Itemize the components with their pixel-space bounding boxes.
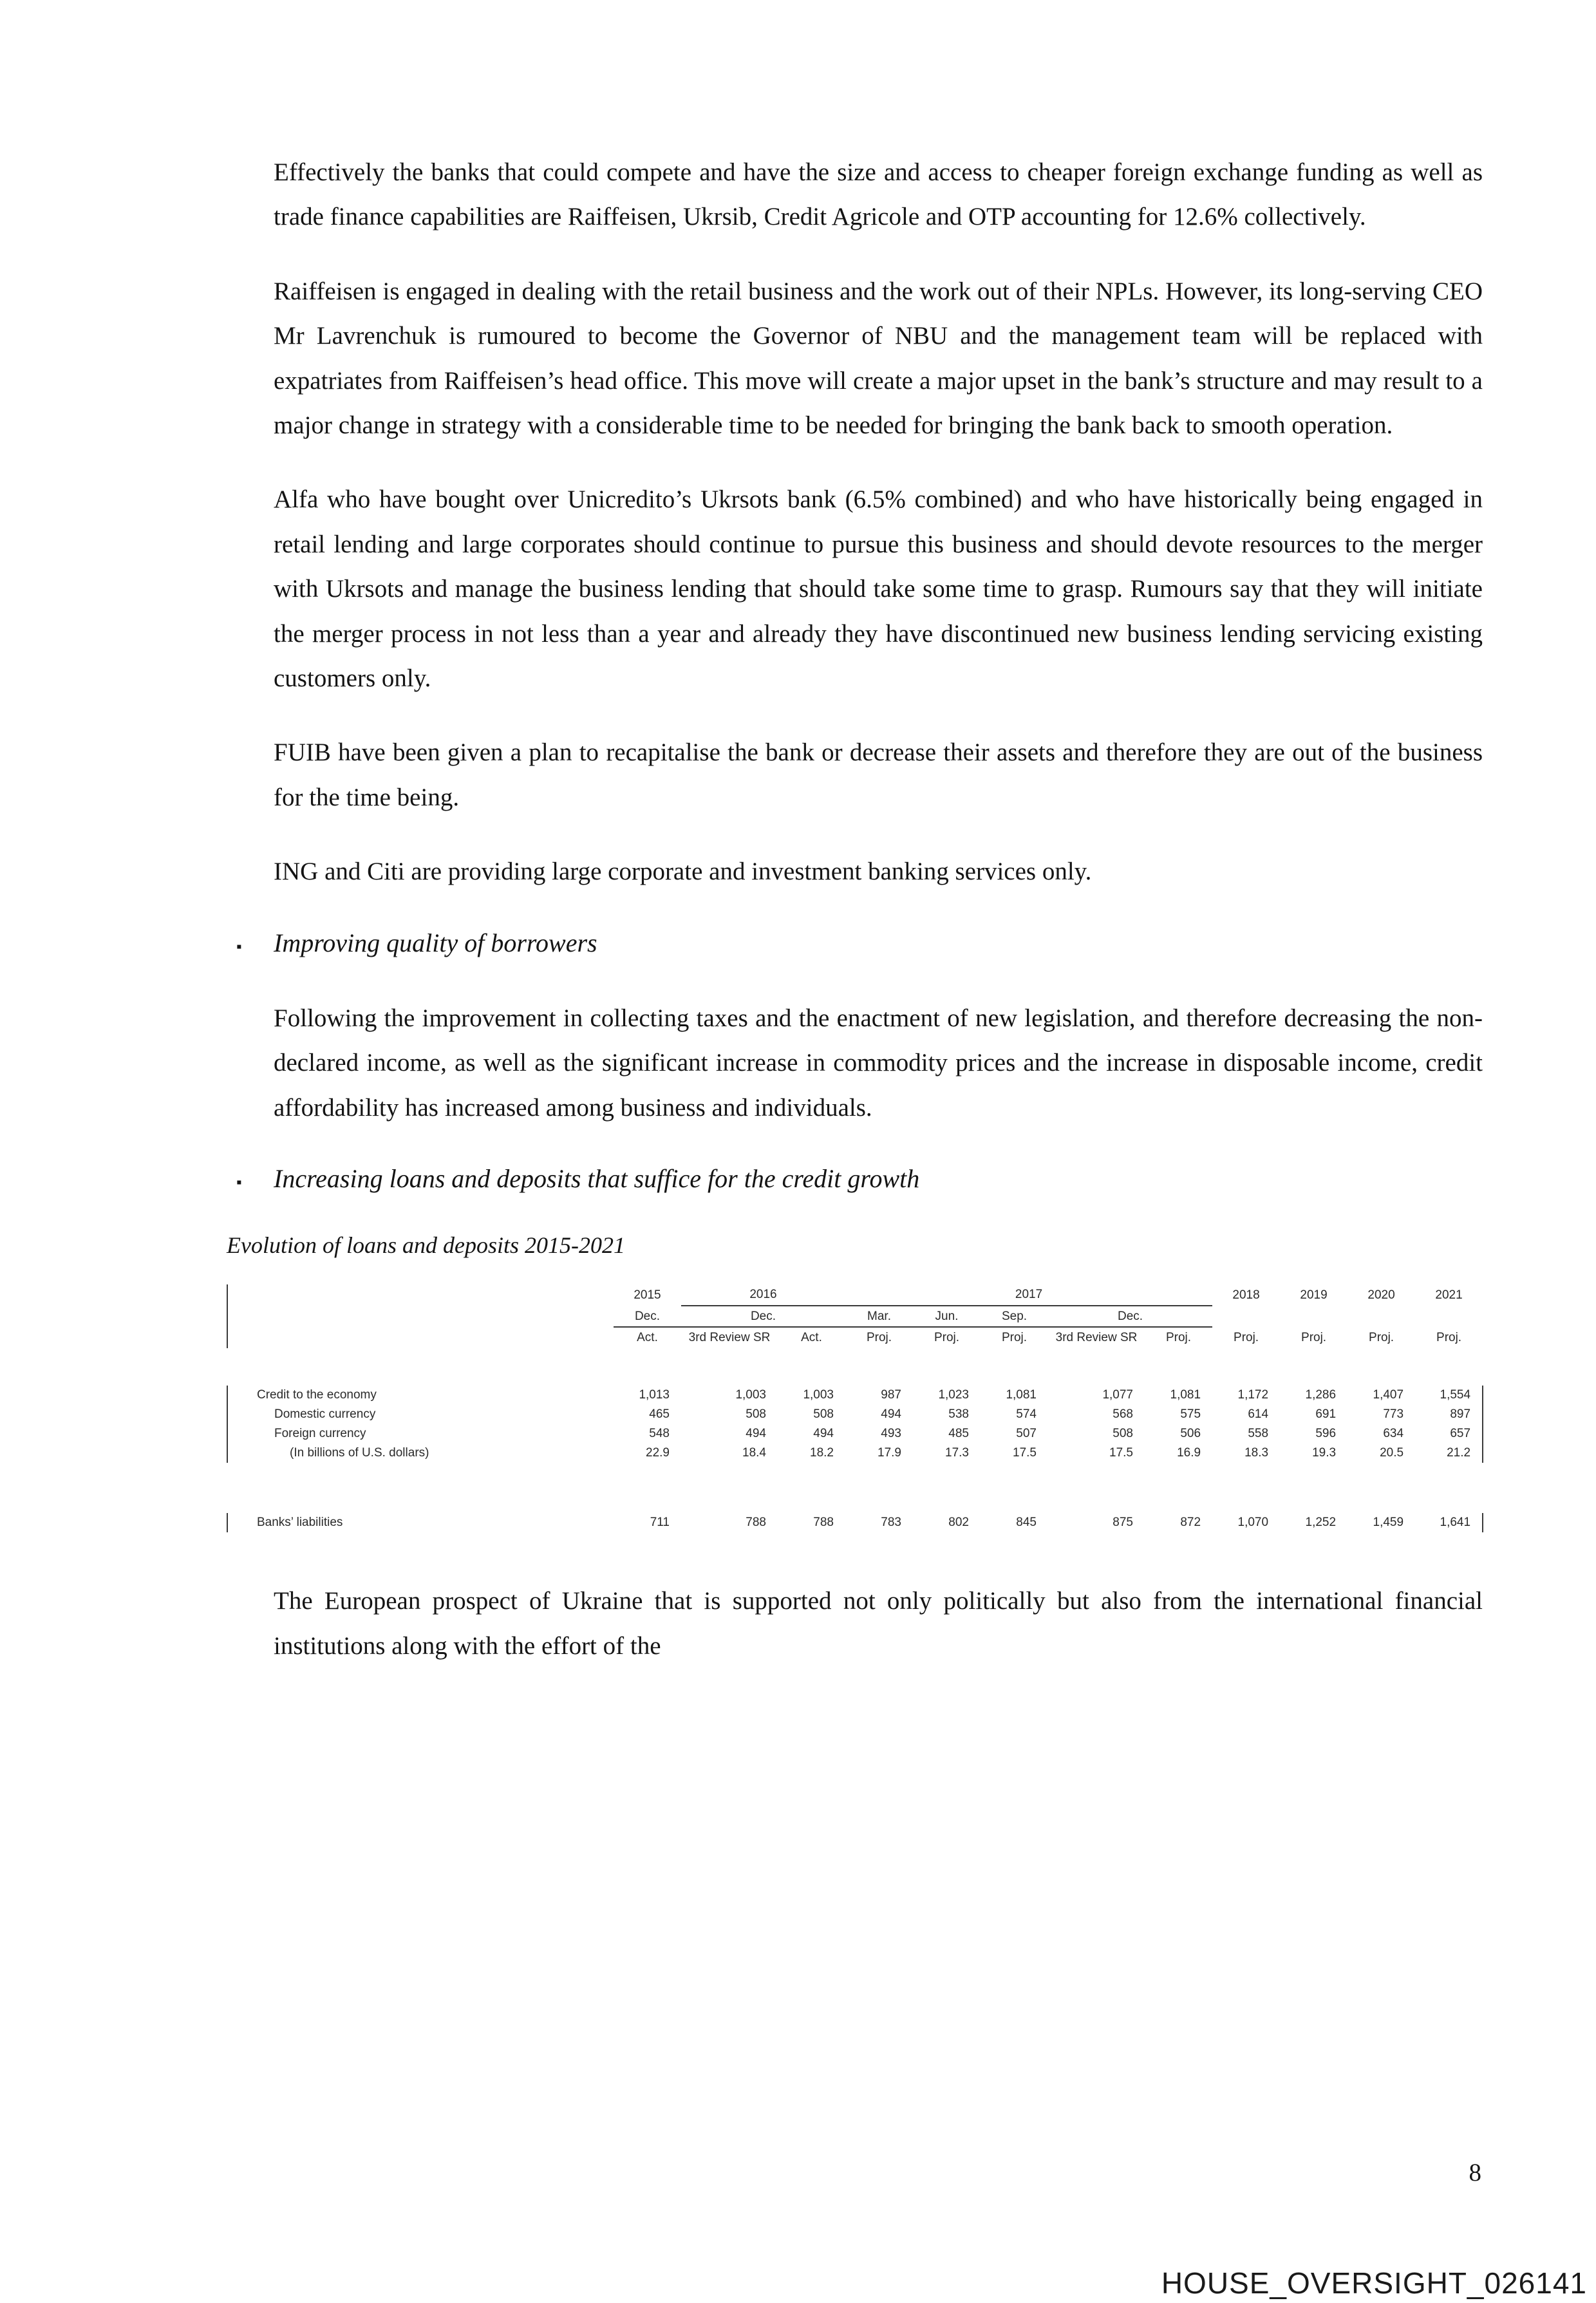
value-cell: 875 bbox=[1113, 1516, 1133, 1530]
value-cell: 548 bbox=[649, 1427, 670, 1441]
loans-deposits-table-wrap bbox=[227, 1284, 1483, 1532]
bullet-label: Increasing loans and deposits that suffice for the credit growth bbox=[274, 1163, 920, 1193]
value-cell: 1,641 bbox=[1415, 1513, 1483, 1532]
value-cell: 538 bbox=[948, 1407, 969, 1422]
row-label: Banks’ liabilities bbox=[227, 1513, 614, 1532]
value-cell: 1,070 bbox=[1237, 1516, 1269, 1530]
value-cell: 506 bbox=[1180, 1427, 1201, 1441]
value-cell: 18.2 bbox=[810, 1446, 834, 1460]
month-header: Dec. bbox=[614, 1306, 681, 1328]
row-label: (In billions of U.S. dollars) bbox=[227, 1443, 614, 1463]
value-cell: 20.5 bbox=[1380, 1446, 1404, 1460]
paragraph-credit-affordability: Following the improvement in collecting taxes and the enactment of new legislation, and therefore decreasing the non-declared income, as well as the significant increase in commodity prices and the increase in disposable income, credit affordability has increased among business and individuals. bbox=[274, 1004, 1483, 1122]
loans-deposits-table bbox=[227, 1284, 1483, 1532]
year-header: 2021 bbox=[1435, 1288, 1463, 1302]
month-header: Dec. bbox=[1048, 1306, 1212, 1328]
scenario-header: Proj. bbox=[1436, 1331, 1462, 1345]
value-cell: 18.3 bbox=[1244, 1446, 1269, 1460]
bullet-improving-quality bbox=[236, 924, 1483, 963]
value-cell: 17.9 bbox=[878, 1446, 901, 1460]
month-header: Dec. bbox=[681, 1306, 845, 1328]
year-header-row bbox=[227, 1284, 1483, 1306]
value-cell: 507 bbox=[1016, 1427, 1037, 1441]
table-row-banks-liabilities bbox=[227, 1513, 1483, 1532]
value-cell: 872 bbox=[1180, 1516, 1201, 1530]
row-label: Foreign currency bbox=[227, 1424, 614, 1443]
value-cell: 508 bbox=[1113, 1427, 1133, 1441]
header-spacer bbox=[227, 1327, 614, 1348]
month-header-row bbox=[227, 1306, 1483, 1328]
scenario-header: 3rd Review SR bbox=[688, 1331, 771, 1345]
row-label: Domestic currency bbox=[227, 1405, 614, 1424]
value-cell: 783 bbox=[881, 1516, 901, 1530]
value-cell: 845 bbox=[1016, 1516, 1037, 1530]
value-cell: 788 bbox=[746, 1516, 766, 1530]
row-label: Credit to the economy bbox=[227, 1386, 614, 1405]
value-cell: 1,081 bbox=[1006, 1388, 1037, 1402]
paragraph-alfa: Alfa who have bought over Unicredito’s Ukrsots bank (6.5% combined) and who have historically being engaged in retail lending and large corporates should continue to pursue this business and should devote resources to the merger with Ukrsots and manage the business lending that should take some time to grasp. Rumours say that they will initiate the merger process in not less than a year and already they have discontinued new business lending servicing existing customers only. bbox=[274, 485, 1483, 693]
paragraph-european-prospect: The European prospect of Ukraine that is supported not only politically but also from the international financial institutions along with the effort of the bbox=[274, 1587, 1483, 1660]
year-header: 2019 bbox=[1300, 1288, 1328, 1302]
value-cell: 493 bbox=[881, 1427, 901, 1441]
value-cell: 465 bbox=[649, 1407, 670, 1422]
value-cell: 711 bbox=[650, 1516, 670, 1530]
paragraph-raiffeisen: Raiffeisen is engaged in dealing with the retail business and the work out of their NPLs. However, its long-serving CEO Mr Lavrenchuk is rumoured to become the Governor of NBU and the management team will be replaced with expatriates from Raiffeisen’s head office. This move will create a major upset in the bank’s structure and may result to a major change in strategy with a considerable time to be needed for bringing the bank back to smooth operation. bbox=[274, 277, 1483, 440]
scenario-header: Proj. bbox=[1165, 1331, 1192, 1345]
value-cell: 21.2 bbox=[1415, 1443, 1483, 1463]
value-cell: 657 bbox=[1415, 1424, 1483, 1443]
scenario-header: Act. bbox=[637, 1331, 658, 1345]
value-cell: 16.9 bbox=[1177, 1446, 1201, 1460]
value-cell: 634 bbox=[1383, 1427, 1404, 1441]
value-cell: 558 bbox=[1248, 1427, 1269, 1441]
value-cell: 987 bbox=[881, 1388, 901, 1402]
value-cell: 22.9 bbox=[646, 1446, 670, 1460]
value-cell: 773 bbox=[1383, 1407, 1404, 1422]
year-header: 2018 bbox=[1232, 1288, 1260, 1302]
value-cell: 691 bbox=[1315, 1407, 1337, 1422]
value-cell: 18.4 bbox=[742, 1446, 766, 1460]
bullet-square-icon: ▪ bbox=[236, 1174, 242, 1191]
scenario-header: Proj. bbox=[1369, 1331, 1394, 1345]
value-cell: 802 bbox=[948, 1516, 969, 1530]
year-header: 2017 bbox=[845, 1284, 1212, 1306]
page-number: 8 bbox=[1469, 2159, 1481, 2186]
value-cell: 1,286 bbox=[1305, 1388, 1337, 1402]
table-caption: Evolution of loans and deposits 2015-2021 bbox=[227, 1232, 625, 1258]
value-cell: 494 bbox=[881, 1407, 901, 1422]
value-cell: 1,554 bbox=[1415, 1386, 1483, 1405]
scenario-header-row bbox=[227, 1327, 1483, 1348]
bullet-increasing-loans bbox=[236, 1160, 1483, 1198]
header-spacer bbox=[227, 1306, 614, 1328]
month-header: Jun. bbox=[913, 1306, 981, 1328]
table-row-credit-to-economy bbox=[227, 1386, 1483, 1405]
table-row-usd-billions bbox=[227, 1443, 1483, 1463]
scenario-header: 3rd Review SR bbox=[1055, 1331, 1138, 1345]
value-cell: 494 bbox=[813, 1427, 834, 1441]
value-cell: 508 bbox=[746, 1407, 766, 1422]
value-cell: 1,003 bbox=[803, 1388, 834, 1402]
header-spacer bbox=[1280, 1306, 1347, 1328]
paragraph-fuib: FUIB have been given a plan to recapitalise the bank or decrease their assets and therefore they are out of the business for the time being. bbox=[274, 738, 1483, 811]
spacer-row bbox=[227, 1463, 1483, 1513]
table-row-domestic-currency bbox=[227, 1405, 1483, 1424]
table-row-foreign-currency bbox=[227, 1424, 1483, 1443]
value-cell: 1,459 bbox=[1373, 1516, 1404, 1530]
scenario-header: Proj. bbox=[866, 1331, 892, 1345]
value-cell: 1,252 bbox=[1305, 1516, 1337, 1530]
value-cell: 596 bbox=[1315, 1427, 1337, 1441]
value-cell: 897 bbox=[1415, 1405, 1483, 1424]
year-header: 2016 bbox=[681, 1284, 845, 1306]
value-cell: 788 bbox=[813, 1516, 834, 1530]
scenario-header: Proj. bbox=[1234, 1331, 1259, 1345]
scenario-header: Proj. bbox=[934, 1331, 960, 1345]
value-cell: 17.5 bbox=[1013, 1446, 1037, 1460]
value-cell: 1,013 bbox=[639, 1388, 670, 1402]
month-header: Mar. bbox=[845, 1306, 913, 1328]
value-cell: 17.5 bbox=[1109, 1446, 1133, 1460]
scenario-header: Act. bbox=[801, 1331, 822, 1345]
value-cell: 1,407 bbox=[1373, 1388, 1404, 1402]
scenario-header: Proj. bbox=[1301, 1331, 1327, 1345]
header-spacer bbox=[1212, 1306, 1280, 1328]
document-id: HOUSE_OVERSIGHT_026141 bbox=[1161, 2266, 1587, 2300]
header-spacer bbox=[1415, 1306, 1483, 1328]
value-cell: 1,003 bbox=[735, 1388, 766, 1402]
value-cell: 17.3 bbox=[945, 1446, 969, 1460]
bullet-square-icon: ▪ bbox=[236, 938, 242, 955]
scenario-header: Proj. bbox=[1001, 1331, 1028, 1345]
value-cell: 19.3 bbox=[1312, 1446, 1337, 1460]
paragraph-competing-banks: Effectively the banks that could compete and have the size and access to cheaper foreign exchange funding as well as trade finance capabilities are Raiffeisen, Ukrsib, Credit Agricole and OTP accounting for 12.6% collectively. bbox=[274, 158, 1483, 231]
value-cell: 508 bbox=[813, 1407, 834, 1422]
month-header: Sep. bbox=[981, 1306, 1048, 1328]
value-cell: 1,077 bbox=[1102, 1388, 1133, 1402]
value-cell: 485 bbox=[948, 1427, 969, 1441]
value-cell: 1,172 bbox=[1237, 1388, 1269, 1402]
header-spacer bbox=[227, 1284, 614, 1306]
value-cell: 494 bbox=[746, 1427, 766, 1441]
spacer-row bbox=[227, 1348, 1483, 1386]
value-cell: 568 bbox=[1113, 1407, 1133, 1422]
page-content bbox=[227, 150, 1483, 1698]
value-cell: 574 bbox=[1016, 1407, 1037, 1422]
value-cell: 1,081 bbox=[1170, 1388, 1201, 1402]
value-cell: 575 bbox=[1180, 1407, 1201, 1422]
paragraph-ing-citi: ING and Citi are providing large corporate and investment banking services only. bbox=[274, 858, 1092, 886]
year-header: 2020 bbox=[1367, 1288, 1395, 1302]
value-cell: 614 bbox=[1248, 1407, 1269, 1422]
value-cell: 1,023 bbox=[938, 1388, 969, 1402]
bullet-label: Improving quality of borrowers bbox=[274, 928, 597, 957]
year-header: 2015 bbox=[634, 1288, 661, 1302]
header-spacer bbox=[1347, 1306, 1415, 1328]
